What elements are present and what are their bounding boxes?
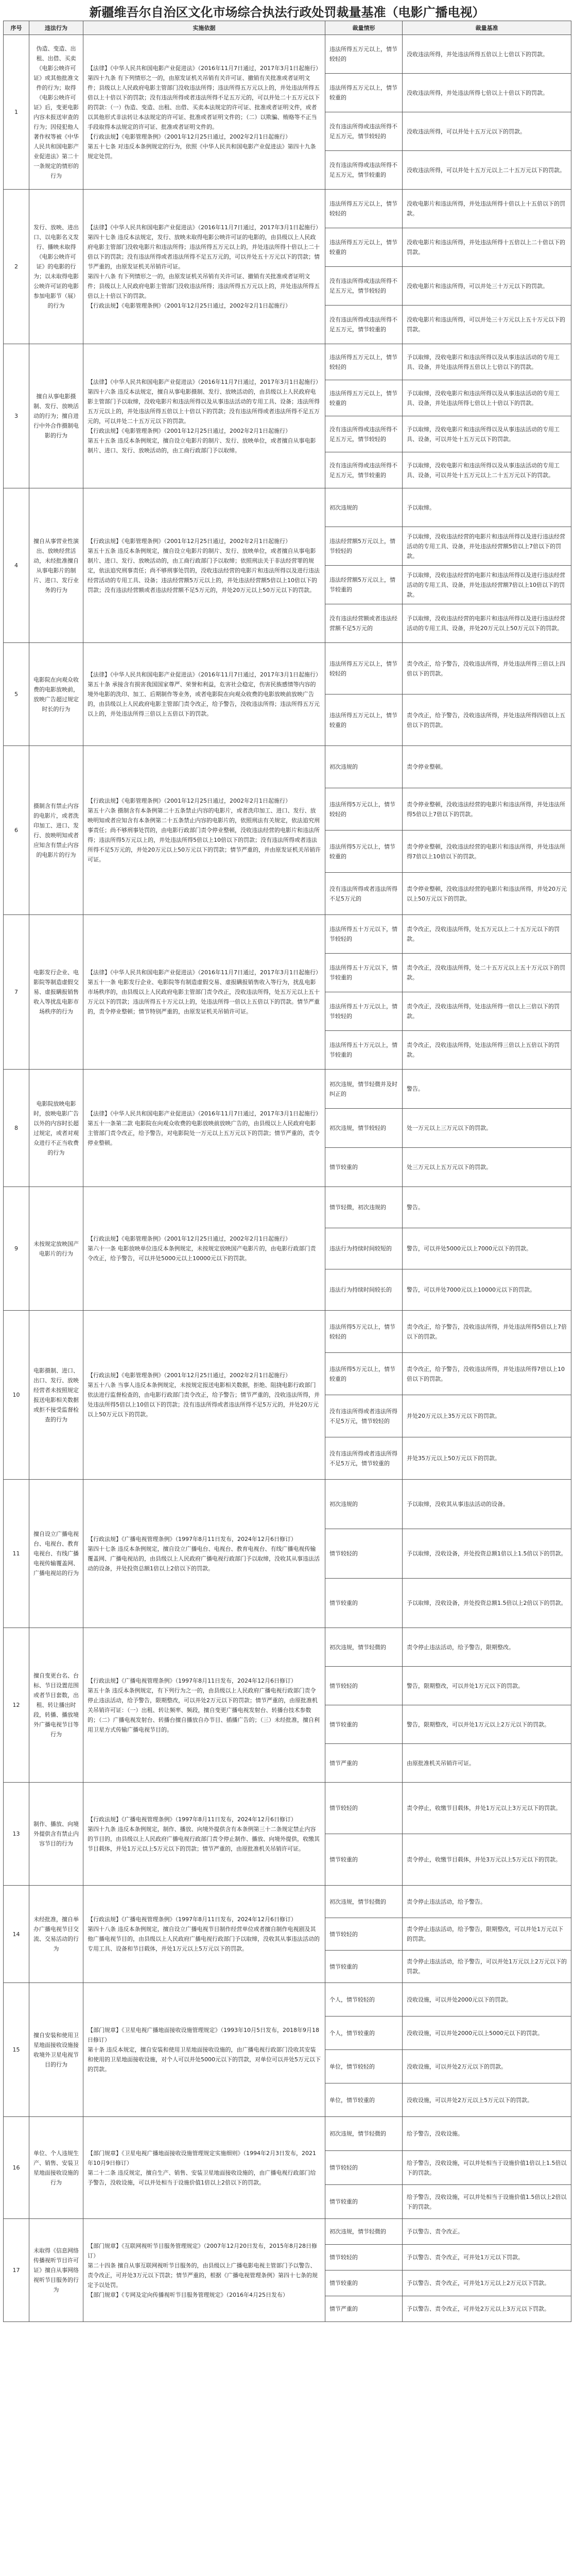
table-row (4, 1311, 571, 1353)
row-number: 6 (4, 746, 29, 915)
legal-basis (83, 190, 325, 344)
legal-basis-paragraph: 第二十二条 违反规定，擅自生产、销售、安装卫星地面接收设施的，由广播电视行政部门给予警告，没收设施，可以并处相当于设施价值1倍以上2倍以下的罚款。 (88, 2169, 316, 2186)
table-row (4, 344, 571, 380)
violation-act: 单位、个人违规生产、销售、安装卫星地面接收设施的行为 (29, 2117, 83, 2219)
discretion-standard: 责令停业整顿，没收违法经营的电影片和违法所得，并处违法所得5倍以上7倍以下的罚款。 (403, 788, 571, 831)
legal-basis (83, 1070, 325, 1187)
row-number: 3 (4, 344, 29, 488)
legal-basis-paragraph: 第四十九条 违反本条例规定，制作、播放、向境外提供含有本条例第三十二条规定禁止内容的节目的，由县级以上人民政府广播电视行政部门责令停止制作、播放、向境外提供，收缴其节目载体，并处1万元以上5万元以下的罚款；情节严重的，由原批准机关吊销许可证。 (88, 1825, 320, 1852)
table-row (4, 1628, 571, 1667)
discretion-standard: 责令改正，没收违法所得，处违法所得一倍以上三倍以下的罚款。 (403, 992, 571, 1031)
legal-basis-paragraph: 第四十八条 有下列情形之一的，由原发证机关吊销有关许可证、撤销有关批准或者证明文件；县级以上人民政府电影主管部门没收违法所得；违法所得五万元以上的，并处违法所得五倍以上十倍以下的罚款。 (88, 273, 320, 299)
table-row (4, 1886, 571, 1918)
discretion-circumstance: 情节较轻的 (325, 2245, 403, 2270)
discretion-standard: 责令停业整顿，没收违法经营的电影片和违法所得，并处违法所得7倍以上10倍以下的罚款。 (403, 831, 571, 873)
discretion-standard: 责令停业整顿，没收违法经营的电影片和违法所得，并处20万元以上50万元以下的罚款。 (403, 873, 571, 915)
legal-basis-paragraph: 【法律】《中华人民共和国电影产业促进法》（2016年11月7日通过，2017年3月1日起施行） (88, 969, 321, 976)
legal-basis (83, 344, 325, 488)
discretion-circumstance: 情节严重的 (325, 2296, 403, 2322)
row-number: 5 (4, 643, 29, 746)
table-row (4, 1070, 571, 1109)
discretion-circumstance: 情节严重的 (325, 1744, 403, 1783)
discretion-circumstance: 情节轻微，初次违规的 (325, 1187, 403, 1228)
discretion-standard: 责令停止违法活动，给予警告。 (403, 1886, 571, 1918)
discretion-standard: 没收设施，可以并处2万元以上5万元以下的罚款。 (403, 2083, 571, 2117)
legal-basis (83, 1783, 325, 1886)
row-number: 7 (4, 915, 29, 1070)
legal-basis-paragraph: 第四十七条 违反本条例规定，擅自设立广播电台、电视台、教育电视台、有线广播电视传输覆盖网、广播电视站的，由县级以上人民政府广播电视行政部门予以取缔，没收其从事违法活动的设备，并处投资总额1倍以上2倍以下的罚款。 (88, 1545, 320, 1572)
discretion-standard: 予以取缔，没收违法经营的电影片和违法所得以及进行违法经营活动的专用工具、设备，并处20万元以上50万元以下的罚款。 (403, 604, 571, 643)
discretion-standard: 由原批准机关吊销许可证。 (403, 1744, 571, 1783)
violation-act: 擅自从事营业性演出、放映经营活动，未经批准擅自从事电影片的制片、进口、发行业务的行为 (29, 488, 83, 643)
violation-act: 擅自从事电影摄制、发行、放映活动的行为；擅自进行中外合作摄制电影的行为 (29, 344, 83, 488)
violation-act: 电影发行企业、电影院等制造虚假交易、虚报瞒报销售收入等扰乱电影市场秩序的行为 (29, 915, 83, 1070)
discretion-standard: 没收违法所得，并处违法所得五倍以上七倍以下的罚款。 (403, 35, 571, 74)
legal-basis-paragraph: 第五十五条 违反本条例规定，擅自设立电影片的制片、发行、放映单位，或者擅自从事电影制片、进口、发行、放映活动的，由工商行政部门予以取缔；依照刑法关于非法经营罪的规定，依法追究刑事责任；尚不够刑事处罚的，没收违法经营的电影片和违法所得以及进行违法经营活动的专用工具、设备；违法经营额5万元以上的，并处违法经营额5倍以上10倍以下的罚款；没有违法经营额或者违法经营额不足5万元的，并处20万元以上50万元以下的罚款。 (88, 547, 320, 594)
legal-basis-paragraph: 第五十一条第二款 电影院在向观众收费的电影放映前放映广告的，由县级以上人民政府电影主管部门责令改正，给予警告，对电影院处一万元以上五万元以下的罚款；情节严重的，责令停业整顿。 (88, 1120, 320, 1146)
discretion-standard: 处一万元以上三万元以下的罚款。 (403, 1109, 571, 1148)
violation-act: 擅自变更台名、台标、节目设置范围或者节目套数，出租、转让播出时段，转播、播放境外广播电视节目等行为 (29, 1628, 83, 1783)
discretion-standard: 没收电影片和违法所得，可以并处三十万元以下的罚款。 (403, 267, 571, 306)
discretion-standard: 责令改正，没收违法所得，处二十五万元以上五十万元以下的罚款。 (403, 954, 571, 992)
row-number: 14 (4, 1886, 29, 1983)
discretion-circumstance: 违法所得五万元以上，情节较重的 (325, 228, 403, 267)
discretion-standard: 警告，可以并处5000元以上7000元以下的罚款。 (403, 1228, 571, 1269)
discretion-circumstance: 违法所得5万元以上，情节较重的 (325, 1353, 403, 1395)
discretion-circumstance: 情节较轻的 (325, 1918, 403, 1951)
discretion-circumstance: 违法所得五万元以上，情节较重的 (325, 694, 403, 746)
discretion-circumstance: 情节较轻的 (325, 1529, 403, 1579)
legal-basis-paragraph: 【部门规章】《卫星电视广播地面接收设施管理规定》（1993年10月5日发布，2018年9月18日修订） (88, 2027, 319, 2043)
legal-basis (83, 915, 325, 1070)
discretion-circumstance: 情节较轻的 (325, 1783, 403, 1834)
discretion-standard: 给予警告，没收设施，可以并处相当于设施价值1.5倍以上2倍以下的罚款。 (403, 2185, 571, 2219)
discretion-circumstance: 违法所得5万元以上，情节较重的 (325, 831, 403, 873)
violation-act: 未按规定放映国产电影片的行为 (29, 1187, 83, 1311)
discretion-circumstance: 没有违法所得或违法所得不足五万元，情节较重的 (325, 452, 403, 488)
header-circumstance: 裁量情形 (325, 21, 403, 35)
discretion-standard: 予以取缔，没收设备，并处投资总额1.5倍以上2倍以下的罚款。 (403, 1579, 571, 1628)
discretion-circumstance: 初次违规，情节轻微并及时纠正的 (325, 1070, 403, 1109)
discretion-circumstance: 违法所得五十万元以下，情节较重的 (325, 954, 403, 992)
discretion-standard: 责令停止违法活动，给予警告，可以并处1万元以上2万元以下的罚款。 (403, 1951, 571, 1983)
discretion-standard: 没收违法所得，可以并处十五万元以上二十五万元以下的罚款。 (403, 151, 571, 190)
legal-basis-paragraph: 第五十一条 电影发行企业、电影院等有制造虚假交易、虚报瞒报销售收入等行为，扰乱电影市场秩序的，由县级以上人民政府电影主管部门责令改正，没收违法所得，处五万元以上五十万元以下的罚款；违法所得五十万元以上的，处违法所得一倍以上五倍以下的罚款。情节严重的，责令停业整顿；情节特别严重的，由原发证机关吊销许可证。 (88, 979, 320, 1015)
row-number: 13 (4, 1783, 29, 1886)
row-number: 15 (4, 1983, 29, 2117)
discretion-standard: 并处35万元以上50万元以下的罚款。 (403, 1437, 571, 1480)
discretion-circumstance: 没有违法所得或违法所得不足五万元，情节较轻的 (325, 267, 403, 306)
discretion-circumstance: 违法所得五万元以上，情节较轻的 (325, 190, 403, 228)
discretion-circumstance: 情节较重的 (325, 1705, 403, 1744)
discretion-circumstance: 初次违规的 (325, 1480, 403, 1529)
discretion-circumstance: 违法所得五十万元以下，情节较轻的 (325, 915, 403, 954)
legal-basis-paragraph: 【法律】《中华人民共和国电影产业促进法》（2016年11月7日通过，2017年3月1日起施行） (88, 671, 321, 678)
legal-basis-paragraph: 【法律】《中华人民共和国电影产业促进法》（2016年11月7日通过，2017年3月1日起施行） (88, 1110, 321, 1117)
header-act: 违法行为 (29, 21, 83, 35)
document-title: 新疆维吾尔自治区文化市场综合执法行政处罚裁量基准（电影广播电视） (89, 5, 485, 20)
table-row (4, 915, 571, 954)
discretion-circumstance: 情节较重的 (325, 2270, 403, 2296)
discretion-circumstance: 违法所得5万元以上，情节较轻的 (325, 788, 403, 831)
discretion-standard: 警告。 (403, 1187, 571, 1228)
discretion-standard: 予以取缔，没收设备，并处投资总额1倍以上1.5倍以下的罚款。 (403, 1529, 571, 1579)
discretion-standard: 没收设施，可以并处2000元以下的罚款。 (403, 1983, 571, 2016)
legal-basis-paragraph: 第四十八条 违反本条例规定，擅自设立广播电视节目制作经营单位或者擅自制作电视剧及其他广播电视节目的，由县级以上人民政府广播电视行政部门予以取缔，没收其从事违法活动的专用工具、设备和节目载体，并处1万元以上5万元以下的罚款。 (88, 1926, 320, 1952)
table-row (4, 488, 571, 527)
discretion-circumstance: 初次违规，情节轻微的 (325, 1886, 403, 1918)
discretion-standard: 予以警告、责令改正，可并处2万元以上3万元以下罚款。 (403, 2296, 571, 2322)
legal-basis-paragraph: 第五十八条 当事人违反本条例规定，未按规定报送电影相关数据，拒绝、阻挠电影行政部门依法进行监督检查的，由电影行政部门责令改正，给予警告；情节严重的，没收违法所得，并处违法所得5倍以上10倍以下的罚款；没有违法所得或者违法所得不足5万元的，并处20万元以上50万元以下的罚款。 (88, 1382, 320, 1418)
violation-act: 摄制含有禁止内容的电影片，或者洗印加工、进口、发行、放映明知或者应知含有禁止内容的电影片的行为 (29, 746, 83, 915)
violation-act: 制作、播放、向境外提供含有禁止内容节目的行为 (29, 1783, 83, 1886)
legal-basis-paragraph: 【行政法规】《电影管理条例》（2001年12月25日通过，2002年2月1日起施行） (88, 537, 291, 545)
discretion-circumstance: 没有违法经营额或者违法经营额不足5万元的 (325, 604, 403, 643)
discretion-circumstance: 没有违法所得或违法所得不足五万元，情节较重的 (325, 306, 403, 344)
row-number: 11 (4, 1480, 29, 1628)
discretion-circumstance: 情节较轻的 (325, 1667, 403, 1705)
discretion-circumstance: 没有违法所得或者违法所得不足5万元，情节较轻的 (325, 1395, 403, 1437)
discretion-circumstance: 没有违法所得或违法所得不足五万元，情节较轻的 (325, 112, 403, 151)
table-row (4, 746, 571, 788)
discretion-circumstance: 违法所得五万元以上，情节较重的 (325, 380, 403, 416)
violation-act: 伪造、变造、出租、出借、买卖《电影公映许可证》或其他批准文件的行为；取得《电影公映许可证》后，变更电影内容未报送审查的行为；因侵犯他人著作权等被《中华人民共和国电影产业促进法》第二十一条规定的情形的行为 (29, 35, 83, 190)
row-number: 1 (4, 35, 29, 190)
table-row (4, 190, 571, 228)
discretion-circumstance: 没有违法所得或违法所得不足五万元，情节较重的 (325, 151, 403, 190)
legal-basis-paragraph: 【行政法规】《广播电视管理条例》（1997年8月11日发布，2024年12月6日修订） (88, 1816, 297, 1823)
discretion-standard: 处三万元以上五万元以下的罚款。 (403, 1148, 571, 1187)
table-row (4, 2219, 571, 2245)
legal-basis-paragraph: 【法律】《中华人民共和国电影产业促进法》（2016年11月7日通过，2017年3月1日起施行） (88, 224, 321, 231)
legal-basis-paragraph: 第五十条 违反本条例规定，有下列行为之一的，由县级以上人民政府广播电视行政部门责令停止违法活动，给予警告，限期整改，可以并处2万元以下的罚款；情节严重的，由原批准机关吊销许可证：（一）出租、转让频率、频段，擅自变更广播电视发射台、转播台技术参数的；（二）广播电视发射台、转播台擅自播放自办节目、插播广告的；（三）未经批准，擅自利用卫星方式传输广播电视节目的。 (88, 1687, 320, 1733)
legal-basis-paragraph: 【部门规章】《互联网视听节目服务管理规定》（2007年12月20日发布，2015年8月28日修订） (88, 2242, 317, 2259)
legal-basis-paragraph: 【行政法规】《电影管理条例》（2001年12月25日通过，2002年2月1日起施行） (88, 798, 291, 804)
discretion-standard: 没收设施，可以并处2万元以下的罚款。 (403, 2050, 571, 2083)
legal-basis-paragraph: 【行政法规】《广播电视管理条例》（1997年8月11日发布，2024年12月6日修订） (88, 1677, 297, 1684)
violation-act: 发行、放映、进出口、以电影名义发行、播映未取得《电影公映许可证》的电影的行为；以未取得电影公映许可证的电影参加电影节（展）的行为 (29, 190, 83, 344)
legal-basis-paragraph: 【部门规章】《专网及定向传播视听节目服务管理规定》（2016年4月25日发布） (88, 2291, 288, 2298)
discretion-circumstance: 没有违法所得或者违法所得不足5万元，情节较重的 (325, 1437, 403, 1480)
discretion-circumstance: 没有违法所得或违法所得不足五万元，情节较轻的 (325, 416, 403, 452)
discretion-standard: 予以取缔，没收电影片和违法所得以及从事违法活动的专用工具、设备，并处违法所得七倍以上十倍以下的罚款。 (403, 380, 571, 416)
legal-basis-paragraph: 【行政法规】《电影管理条例》（2001年12月25日通过，2002年2月1日起施行） (88, 1372, 291, 1379)
discretion-standard: 予以取缔，没收其从事违法活动的设备。 (403, 1480, 571, 1529)
discretion-circumstance: 违法所得五十万元以上，情节较轻的 (325, 992, 403, 1031)
discretion-standard: 予以警告、责令改正。 (403, 2219, 571, 2245)
discretion-circumstance: 违法经营额5万元以上，情节较重的 (325, 566, 403, 604)
legal-basis (83, 1480, 325, 1628)
discretion-standard: 警告。 (403, 1070, 571, 1109)
discretion-circumstance: 违法所得五万元以上，情节较轻的 (325, 344, 403, 380)
discretion-standard: 责令停业整顿。 (403, 746, 571, 788)
discretion-standard: 责令停止，收缴节目载体，并处3万元以上5万元以下的罚款。 (403, 1834, 571, 1886)
discretion-standard: 予以取缔。 (403, 488, 571, 527)
legal-basis (83, 1628, 325, 1783)
legal-basis-paragraph: 【部门规章】《卫星电视广播地面接收设施管理规定实施细则》（1994年2月3日发布，2021年10月9日修订） (88, 2149, 316, 2166)
discretion-circumstance: 个人，情节较轻的 (325, 1983, 403, 2016)
discretion-circumstance: 没有违法所得或者违法所得不足5万元的 (325, 873, 403, 915)
legal-basis (83, 35, 325, 190)
legal-basis-paragraph: 【行政法规】《广播电视管理条例》（1997年8月11日发布，2024年12月6日修订） (88, 1916, 297, 1923)
row-number: 9 (4, 1187, 29, 1311)
discretion-circumstance: 单位，情节较轻的 (325, 2050, 403, 2083)
legal-basis (83, 1886, 325, 1983)
legal-basis-paragraph: 第二十四条 擅自从事互联网视听节目服务的，由县级以上广播电影电视主管部门予以警告、责令改正，可并处3万元以下罚款；情节严重的，根据《广播电视管理条例》第四十七条的规定予以处罚。 (88, 2262, 318, 2289)
discretion-standard: 予以警告、责令改正，可并处1万元以下罚款。 (403, 2245, 571, 2270)
legal-basis (83, 746, 325, 915)
legal-basis-paragraph: 【行政法规】《电影管理条例》（2001年12月25日通过，2002年2月1日起施行） (88, 302, 291, 309)
legal-basis-paragraph: 第五十条 承接含有损害我国国家尊严、荣誉和利益，危害社会稳定，伤害民族感情等内容的境外电影的洗印、加工、后期制作等业务，或者电影院在向观众收费的电影放映前放映广告的，由县级以上人民政府电影主管部门责令改正，给予警告，没收违法所得；违法所得五万元以上的，并处违法所得三倍以上五倍以下的罚款。 (88, 681, 320, 717)
row-number: 17 (4, 2219, 29, 2322)
violation-act: 未经批准，擅自举办广播电视节目交流、交易活动的行为 (29, 1886, 83, 1983)
discretion-circumstance: 情节较重的 (325, 1148, 403, 1187)
discretion-standard: 责令停止违法活动，给予警告，限期整改。 (403, 1628, 571, 1667)
violation-act: 电影摄制、进口、出口、发行、放映经营者未按照规定报送电影相关数据或拒不接受监督检查的行为 (29, 1311, 83, 1480)
header-basis: 实施依据 (83, 21, 325, 35)
discretion-standard: 责令停止，收缴节目载体，并处1万元以上3万元以下的罚款。 (403, 1783, 571, 1834)
row-number: 4 (4, 488, 29, 643)
discretion-standard: 责令改正，给予警告，没收违法所得，并处违法所得三倍以上四倍以下的罚款。 (403, 643, 571, 694)
discretion-circumstance: 单位，情节较重的 (325, 2083, 403, 2117)
legal-basis-paragraph: 第五十五条 违反本条例规定，擅自设立电影片的制片、发行、放映单位，或者擅自从事电影制片、进口、发行、放映活动的，由工商行政部门予以取缔。 (88, 437, 316, 454)
row-number: 2 (4, 190, 29, 344)
discretion-circumstance: 违法行为持续时间较短的 (325, 1228, 403, 1269)
discretion-circumstance: 初次违规，情节轻微的 (325, 2117, 403, 2151)
legal-basis (83, 2219, 325, 2322)
discretion-circumstance: 个人，情节较重的 (325, 2016, 403, 2050)
table-row (4, 2117, 571, 2151)
discretion-standard: 警告，限期整改，可以并处1万元以上2万元以下的罚款。 (403, 1705, 571, 1744)
legal-basis-paragraph: 第四十九条 有下列情形之一的，由原发证机关吊销有关许可证、撤销有关批准或者证明文件；县级以上人民政府电影主管部门没收违法所得；违法所得五万元以上的，并处违法所得五倍以上十倍以下的罚款；没有违法所得或者违法所得不足五万元的，可以并处二十五万元以下的罚款：（一）伪造、变造、出租、出借、买卖本法规定的许可证、批准或者证明文件，或者以其他形式非法转让本法规定的许可证、批准或者证明文件的；（二）以欺骗、贿赂等不正当手段取得本法规定的许可证、批准或者证明文件的。 (88, 74, 320, 130)
legal-basis-paragraph: 第十条 违反本规定，擅自安装和使用卫星地面接收设施的，由广播电视行政部门没收其安装和使用的卫星地面接收设施，对个人可以并处5000元以下的罚款，对单位可以并处5万元以下的罚款。 (88, 2046, 321, 2073)
discretion-standard: 责令改正，给予警告，没收违法所得，并处违法所得四倍以上五倍以下的罚款。 (403, 694, 571, 746)
row-number: 16 (4, 2117, 29, 2219)
discretion-standard: 没收违法所得，可以并处十五万元以下的罚款。 (403, 112, 571, 151)
discretion-standard: 没收电影片和违法所得，并处违法所得十五倍以上二十倍以下的罚款。 (403, 228, 571, 267)
discretion-standard: 予以取缔，没收违法经营的电影片和违法所得以及进行违法经营活动的专用工具、设备，并处违法经营额7倍以上10倍以下的罚款。 (403, 566, 571, 604)
discretion-standard: 予以取缔，没收电影片和违法所得以及从事违法活动的专用工具、设备，可以并处十五万元以下的罚款。 (403, 416, 571, 452)
legal-basis (83, 643, 325, 746)
discretion-circumstance: 初次违规，情节轻微的 (325, 1628, 403, 1667)
discretion-standard: 予以取缔，没收电影片和违法所得以及从事违法活动的专用工具、设备，可以并处十五万元以上二十五万元以下的罚款。 (403, 452, 571, 488)
legal-basis (83, 1187, 325, 1311)
header-no: 序号 (4, 21, 29, 35)
legal-basis-paragraph: 第四十六条 违反本法规定，擅自从事电影摄制、发行、放映活动的，由县级以上人民政府电影主管部门予以取缔，没收电影片和违法所得以及从事违法活动的专用工具、设备；违法所得五万元以上的，并处违法所得五倍以上十倍以下的罚款；没有违法所得或者违法所得不足五万元的，可以并处二十五万元以下的罚款。 (88, 388, 320, 425)
discretion-circumstance: 违法经营额5万元以上，情节较轻的 (325, 527, 403, 566)
legal-basis-paragraph: 【行政法规】《电影管理条例》（2001年12月25日通过，2002年2月1日起施行） (88, 427, 291, 434)
discretion-standard: 责令改正，没收违法所得，处五万元以上二十五万元以下的罚款。 (403, 915, 571, 954)
discretion-standard: 责令改正，给予警告，没收违法所得，并处违法所得7倍以上10倍以下的罚款。 (403, 1353, 571, 1395)
discretion-circumstance: 违法所得五十万元以上，情节较重的 (325, 1031, 403, 1070)
table-row (4, 1480, 571, 1529)
header-standard: 裁量基准 (403, 21, 571, 35)
legal-basis (83, 488, 325, 643)
legal-basis-paragraph: 【法律】《中华人民共和国电影产业促进法》（2016年11月7日通过，2017年3月1日起施行） (88, 378, 321, 385)
discretion-standard: 没收违法所得，并处违法所得七倍以上十倍以下的罚款。 (403, 74, 571, 112)
discretion-circumstance: 情节较重的 (325, 1579, 403, 1628)
violation-act: 擅自安装和使用卫星地面接收设施接收境外卫星电视节目的行为 (29, 1983, 83, 2117)
discretion-standard: 警告，限期整改，可以并处1万元以下的罚款。 (403, 1667, 571, 1705)
discretion-circumstance: 违法所得五万元以上，情节较重的 (325, 74, 403, 112)
discretion-standard: 责令改正，没收违法所得，处违法所得三倍以上五倍以下的罚款。 (403, 1031, 571, 1070)
legal-basis-paragraph: 【行政法规】《广播电视管理条例》（1997年8月11日发布，2024年12月6日修订） (88, 1535, 297, 1543)
legal-basis (83, 1983, 325, 2117)
discretion-standard: 责令改正，给予警告，没收违法所得，并处违法所得5倍以上7倍以下的罚款。 (403, 1311, 571, 1353)
discretion-standard: 责令停止违法活动，给予警告，限期整改，可以并处1万元以下的罚款。 (403, 1918, 571, 1951)
legal-basis-paragraph: 第五十七条 对违反本条例规定的行为，依照《中华人民共和国电影产业促进法》第四十九条规定处罚。 (88, 143, 316, 160)
discretion-standard: 给予警告，没收设施，可以并处相当于设施价值1倍以上1.5倍以下的罚款。 (403, 2151, 571, 2185)
discretion-circumstance: 初次违规的 (325, 746, 403, 788)
discretion-circumstance: 初次违规的 (325, 488, 403, 527)
table-header-row (4, 21, 571, 35)
violation-act: 电影院在向观众收费的电影放映前，放映广告超过规定时长的行为 (29, 643, 83, 746)
penalty-benchmark-table (3, 21, 571, 2322)
discretion-standard: 没收设施，可以并处2000元以上5000元以下的罚款。 (403, 2016, 571, 2050)
legal-basis-paragraph: 第四十七条 违反本法规定，发行、放映未取得电影公映许可证的电影的，由县级以上人民政府电影主管部门没收电影片和违法所得；违法所得五万元以上的，并处违法所得十倍以上二十倍以下的罚款；没有违法所得或者违法所得不足五万元的，可以并处五十万元以下的罚款；情节严重的，由原发证机关吊销许可证。 (88, 234, 320, 270)
discretion-circumstance: 违法所得五万元以上，情节较轻的 (325, 35, 403, 74)
discretion-standard: 没收电影片和违法所得，可以并处三十万元以上五十万元以下的罚款。 (403, 306, 571, 344)
table-row (4, 1783, 571, 1834)
discretion-standard: 给予警告，没收设施。 (403, 2117, 571, 2151)
table-body (4, 35, 571, 2322)
legal-basis (83, 2117, 325, 2219)
legal-basis-paragraph: 【行政法规】《电影管理条例》（2001年12月25日通过，2002年2月1日起施行） (88, 133, 291, 140)
legal-basis-paragraph: 第六十一条 电影放映单位违反本条例规定，未按规定放映国产电影片的，由电影行政部门责令改正，给予警告，可以并处5000元以上10000元以下的罚款。 (88, 1245, 316, 1262)
row-number: 10 (4, 1311, 29, 1480)
discretion-circumstance: 情节较重的 (325, 1951, 403, 1983)
table-row (4, 643, 571, 694)
legal-basis-paragraph: 第五十六条 摄制含有本条例第二十五条禁止内容的电影片，或者洗印加工、进口、发行、放映明知或者应知含有本条例第二十五条禁止内容的电影片的，依照刑法有关规定，依法追究刑事责任；尚不够刑事处罚的，由电影行政部门责令停业整顿，没收违法经营的电影片和违法所得；违法所得5万元以上的，并处违法所得5倍以上10倍以下的罚款；没有违法所得或者违法所得不足5万元的，并处20万元以上50万元以下的罚款；情节严重的，并由原发证机关吊销许可证。 (88, 807, 321, 863)
discretion-standard: 予以取缔，没收电影片和违法所得以及从事违法活动的专用工具、设备，并处违法所得五倍以上七倍以下的罚款。 (403, 344, 571, 380)
discretion-standard: 并处20万元以上35万元以下的罚款。 (403, 1395, 571, 1437)
violation-act: 擅自设立广播电视台、电视台、教育电视台、有线广播电视传输覆盖网、广播电视站的行为 (29, 1480, 83, 1628)
discretion-circumstance: 情节较重的 (325, 2185, 403, 2219)
violation-act: 未取得《信息网络传播视听节目许可证》擅自从事网络视听节目服务的行为 (29, 2219, 83, 2322)
row-number: 12 (4, 1628, 29, 1783)
table-row (4, 35, 571, 74)
discretion-circumstance: 初次违规，情节较轻的 (325, 1109, 403, 1148)
discretion-circumstance: 违法行为持续时间较长的 (325, 1269, 403, 1311)
table-row (4, 1187, 571, 1228)
discretion-circumstance: 初次违规，情节轻微的 (325, 2219, 403, 2245)
legal-basis-paragraph: 【法律】《中华人民共和国电影产业促进法》（2016年11月7日通过，2017年3月1日起施行） (88, 64, 321, 72)
discretion-circumstance: 违法所得5万元以上，情节较轻的 (325, 1311, 403, 1353)
discretion-circumstance: 违法所得五万元以上，情节较轻的 (325, 643, 403, 694)
discretion-standard: 予以警告、责令改正，可并处1万元以上2万元以下罚款。 (403, 2270, 571, 2296)
discretion-circumstance: 情节较重的 (325, 1834, 403, 1886)
discretion-standard: 没收电影片和违法所得，并处违法所得十倍以上十五倍以下的罚款。 (403, 190, 571, 228)
legal-basis (83, 1311, 325, 1480)
discretion-standard: 予以取缔，没收违法经营的电影片和违法所得以及进行违法经营活动的专用工具、设备，并处违法经营额5倍以上7倍以下的罚款。 (403, 527, 571, 566)
legal-basis-paragraph: 【行政法规】《电影管理条例》（2001年12月25日通过，2002年2月1日起施行） (88, 1235, 291, 1242)
discretion-standard: 警告，可以并处7000元以上10000元以下的罚款。 (403, 1269, 571, 1311)
discretion-circumstance: 情节较轻的 (325, 2151, 403, 2185)
table-row (4, 1983, 571, 2016)
row-number: 8 (4, 1070, 29, 1187)
violation-act: 电影院放映电影时，放映电影广告以外的内容时长超过规定，或者对观众进行不正当收费的行为 (29, 1070, 83, 1187)
